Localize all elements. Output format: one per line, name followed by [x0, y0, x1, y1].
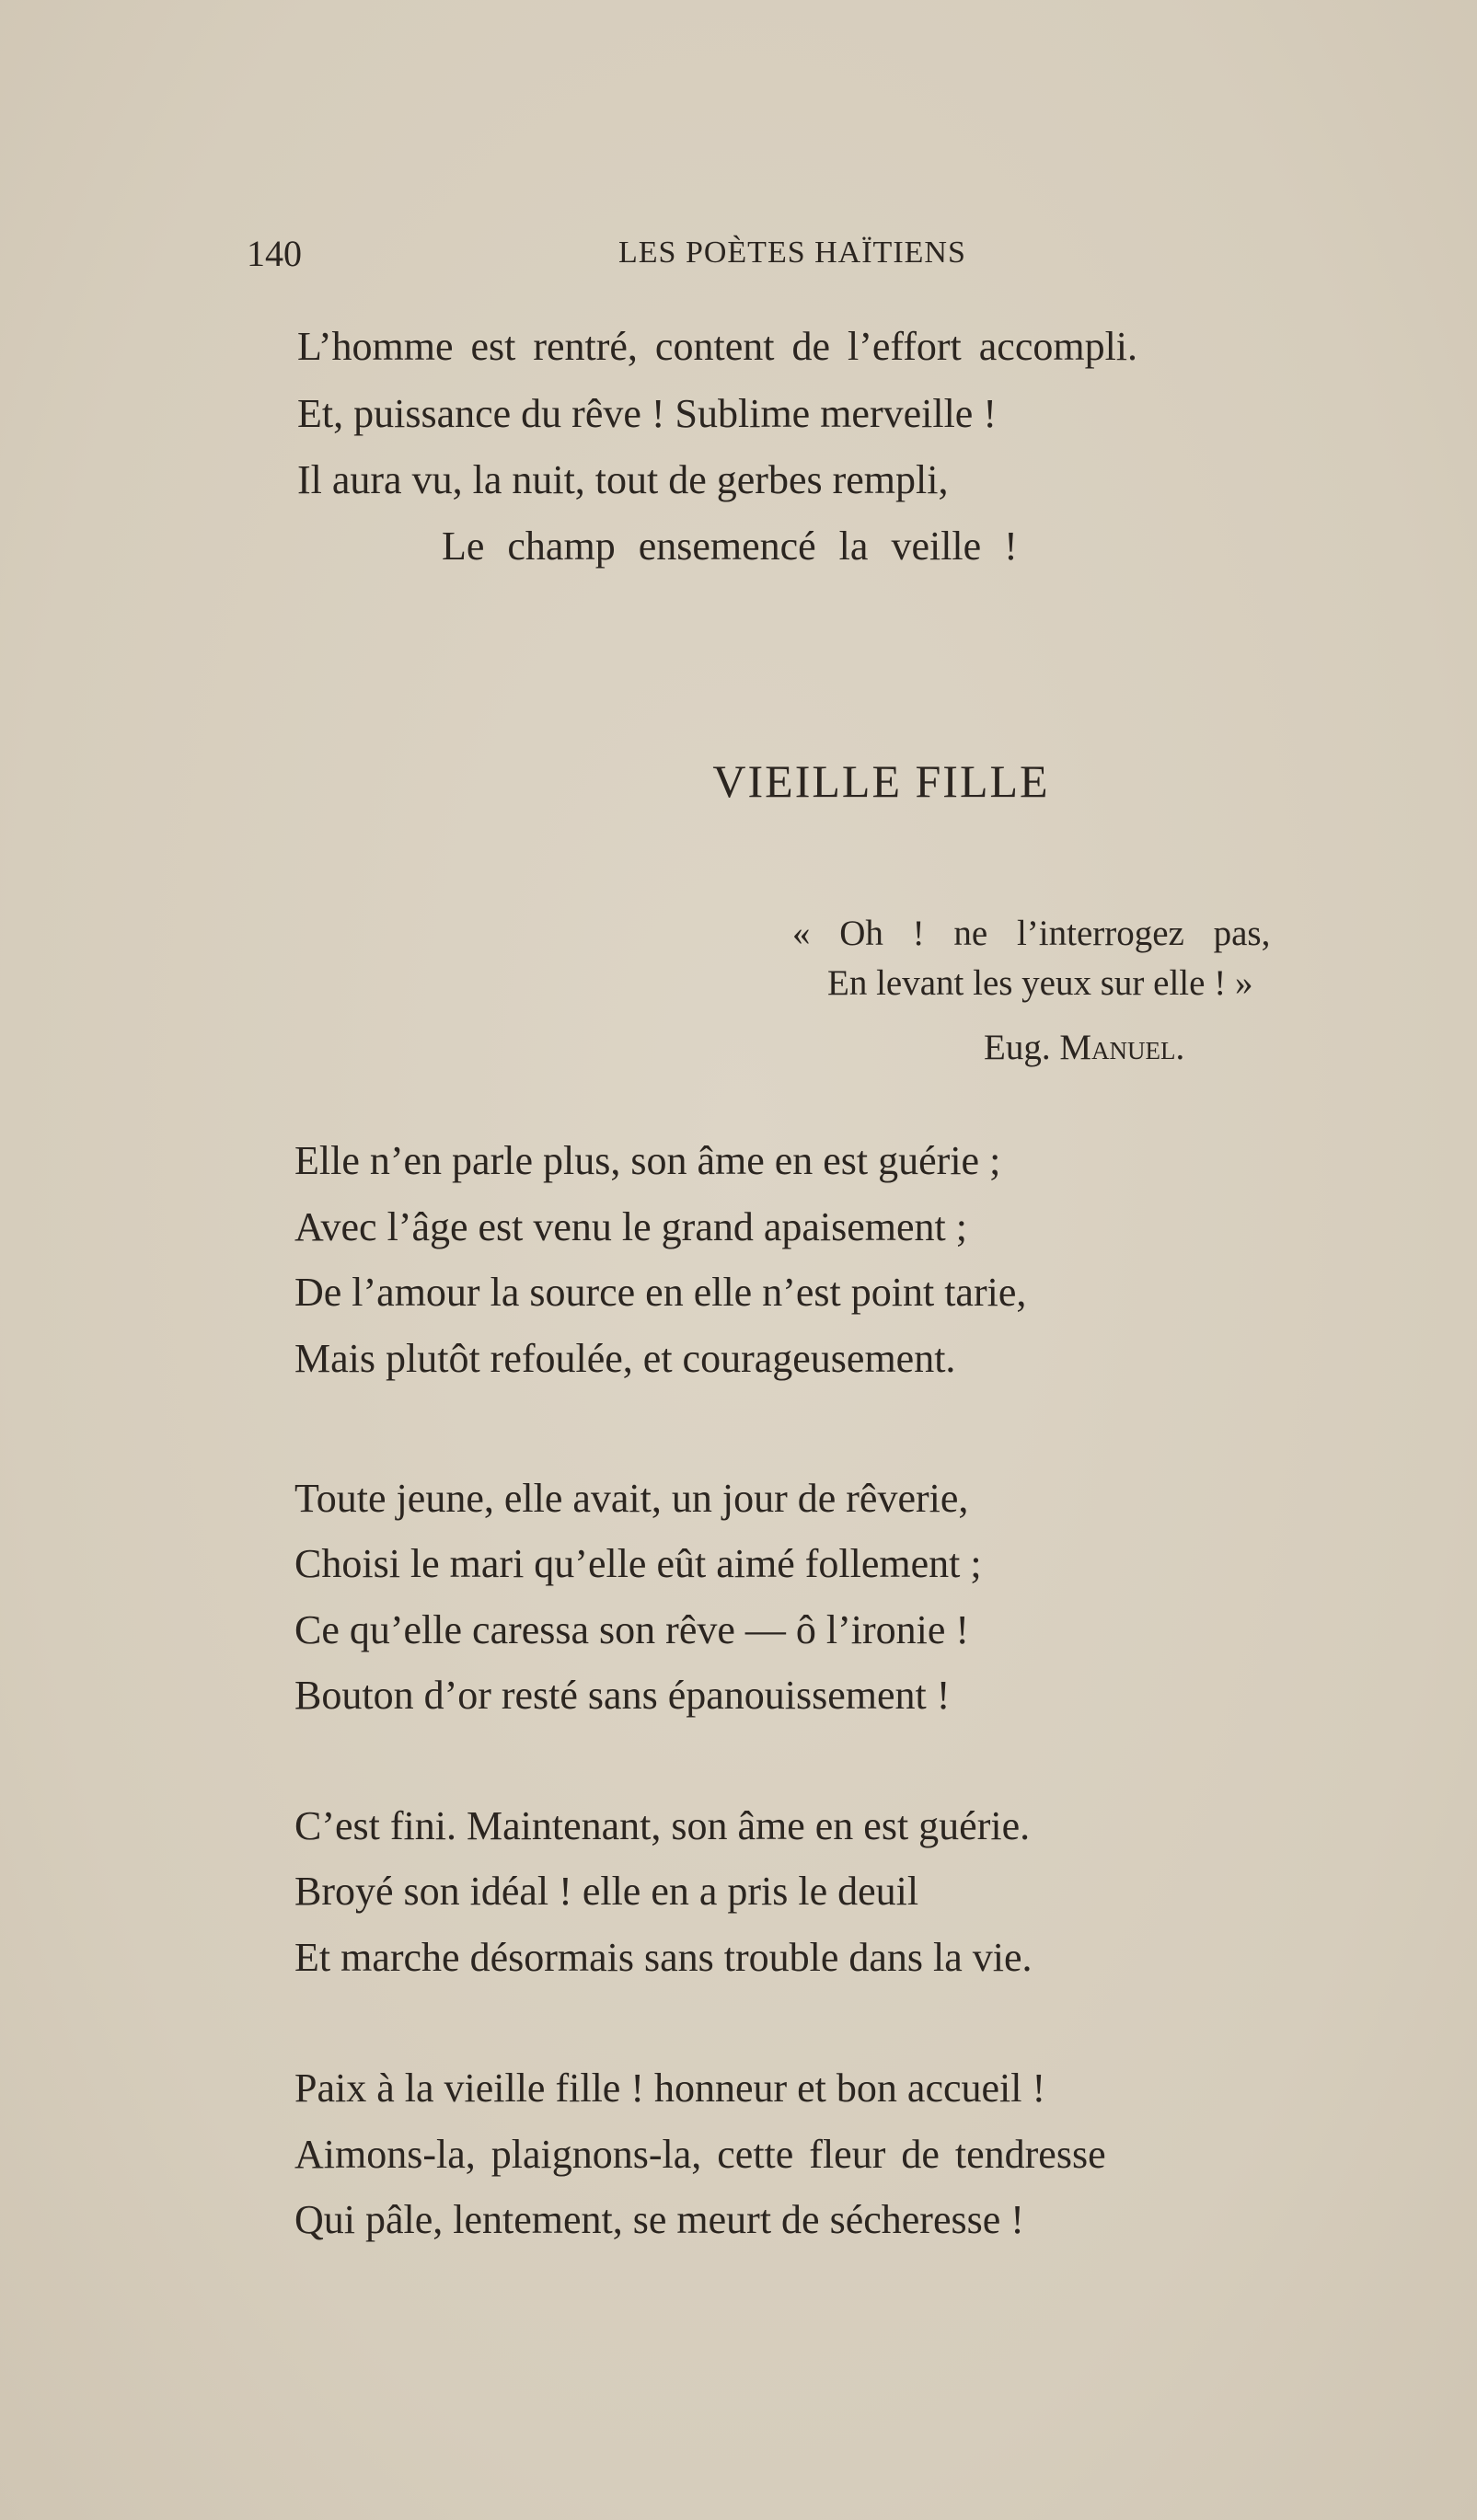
- epigraph-line: En levant les yeux sur elle ! »: [827, 963, 1253, 1003]
- verse-line: Et marche désormais sans trouble dans la vie.: [294, 1935, 1033, 1980]
- verse-line: Mais plutôt refoulée, et courageusement.: [294, 1336, 956, 1381]
- verse-line: Paix à la vieille fille ! honneur et bon accueil !: [294, 2065, 1046, 2111]
- verse-line: Avec l’âge est venu le grand apaisement ;: [294, 1204, 967, 1249]
- verse-line: C’est fini. Maintenant, son âme en est guérie.: [294, 1803, 1031, 1848]
- author-name: Manuel.: [1059, 1028, 1185, 1067]
- epigraph-line: « Oh ! ne l’interrogez pas,: [792, 914, 1271, 953]
- verse-line: L’homme est rentré, content de l’effort accompli.: [297, 324, 1138, 369]
- verse-line: Qui pâle, lentement, se meurt de sécheresse !: [294, 2197, 1024, 2242]
- verse-line: Le champ ensemencé la veille !: [442, 524, 1018, 569]
- verse-line: Ce qu’elle caressa son rêve — ô l’ironie !: [294, 1607, 970, 1652]
- author-prefix: Eug.: [984, 1028, 1051, 1067]
- verse-line: Elle n’en parle plus, son âme en est guérie ;: [294, 1138, 1001, 1183]
- verse-line: Bouton d’or resté sans épanouissement !: [294, 1673, 951, 1718]
- verse-line: De l’amour la source en elle n’est point tarie,: [294, 1270, 1027, 1315]
- verse-line: Il aura vu, la nuit, tout de gerbes rempli,: [297, 457, 949, 502]
- epigraph-author: [984, 1027, 1184, 1068]
- verse-line: Aimons-la, plaignons-la, cette fleur de tendresse: [294, 2132, 1106, 2177]
- page-number: 140: [247, 233, 302, 274]
- verse-line: Choisi le mari qu’elle eût aimé follement ;: [294, 1541, 982, 1586]
- poem-title: VIEILLE FILLE: [712, 755, 1050, 807]
- verse-line: Toute jeune, elle avait, un jour de rêverie,: [294, 1476, 969, 1521]
- verse-line: Broyé son idéal ! elle en a pris le deuil: [294, 1869, 919, 1914]
- running-title: LES POÈTES HAÏTIENS: [618, 236, 966, 270]
- verse-line: Et, puissance du rêve ! Sublime merveille !: [297, 391, 997, 436]
